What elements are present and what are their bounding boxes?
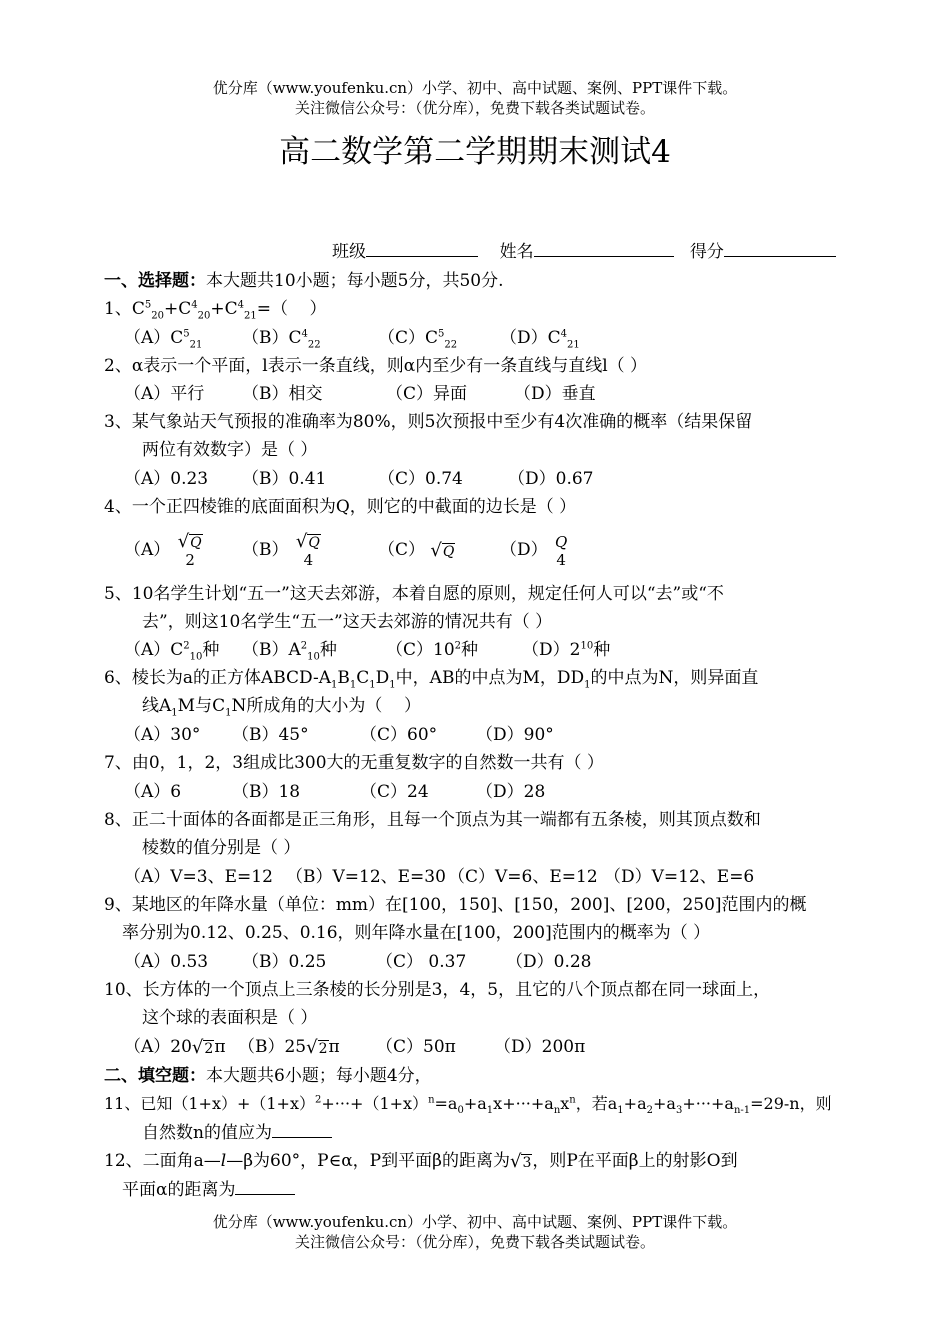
question-9-line-1: 9、某地区的年降水量（单位：mm）在[100，150]、[150，200]、[200，250]范围内的概 — [104, 895, 807, 915]
q10-option-d[interactable]: （D）200π — [494, 1037, 586, 1057]
score-field[interactable] — [724, 240, 836, 257]
question-7: 7、由0，1，2，3组成比300大的无重复数字的自然数一共有（ ） — [104, 753, 604, 773]
q2-option-b[interactable]: （B）相交 — [242, 384, 323, 404]
student-info — [332, 240, 836, 264]
question-11-line-1: 11、已知$(1+x)+(1+x)^2+\cdot\cdot\cdot+(1+x)^n=a_0+a_1x+\cdot\cdot\cdot+a_nx^n$，若$a_1+a_2+a_3+\cdot\cdot\cdot+a_{n-1}=29-n$，则 — [104, 1094, 832, 1117]
q2-option-a[interactable]: （A）平行 — [124, 384, 205, 404]
fraction-sqrtq-over-4: √ Q 4 — [295, 531, 320, 569]
header-line-1: 优分库（www.youfenku.cn）小学、初中、高中试题、案例、PPT课件下载。 — [212, 79, 738, 97]
q7-option-b[interactable]: （B）18 — [232, 782, 301, 802]
q3-option-d[interactable]: （D）0.67 — [508, 469, 594, 489]
q5-option-d[interactable]: $(D)2^{10}$种 — [522, 640, 611, 660]
header-line-2: 关注微信公众号：（优分库），免费下载各类试题试卷。 — [294, 99, 655, 117]
question-11-line-2: 自然数n的值应为 — [142, 1121, 332, 1145]
q9-option-c[interactable]: （C） 0.37 — [376, 952, 467, 972]
question-5-line-1: 5、10名学生计划“五一”这天去郊游，本着自愿的原则，规定任何人可以“去”或“不 — [104, 584, 724, 604]
fraction-sqrtq-over-2: √ Q 2 — [177, 531, 202, 569]
question-6-line-2: 线$A_1M$与$C_1N$所成角的大小为（ ） — [142, 696, 421, 719]
q9-option-b[interactable]: （B）0.25 — [242, 952, 327, 972]
class-label: 班级 — [332, 242, 366, 262]
q1-option-b[interactable]: $(B)C^4_{22}$ — [242, 328, 321, 351]
question-9-line-2: 率分别为0.12、0.25、0.16，则年降水量在[100，200]范围内的概率为（ ） — [122, 923, 711, 943]
q3-option-a[interactable]: （A）0.23 — [124, 469, 209, 489]
question-1: 1、$C^5_{20}+C^4_{20}+C^4_{21}=$（ ） — [104, 299, 327, 322]
question-10-line-1: 10、长方体的一个顶点上三条棱的长分别是3，4，5，且它的八个顶点都在同一球面上， — [104, 980, 771, 1000]
q5-option-c[interactable]: $(C)10^2$种 — [386, 640, 479, 660]
question-8-line-1: 8、正二十面体的各面都是正三角形，且每一个顶点为其一端都有五条棱，则其顶点数和 — [104, 810, 761, 830]
q3-option-c[interactable]: （C）0.74 — [378, 469, 463, 489]
q1-option-c[interactable]: $(C)C^5_{22}$ — [378, 328, 458, 351]
q12-answer-blank[interactable] — [235, 1178, 295, 1195]
question-5-line-2: 去”，则这10名学生“五一”这天去郊游的情况共有（ ） — [142, 612, 553, 632]
q9-option-d[interactable]: （D）0.28 — [506, 952, 592, 972]
question-2: 2、α表示一个平面，l表示一条直线，则α内至少有一条直线与直线l（ ） — [104, 356, 648, 376]
section-1-heading: 一、选择题：本大题共10小题；每小题5分，共50分. — [104, 271, 504, 291]
page-title: 高二数学第二学期期末测试4 — [279, 134, 671, 170]
class-field[interactable] — [366, 240, 478, 257]
q6-option-d[interactable]: （D）90° — [476, 725, 554, 745]
q10-option-b[interactable]: （B）25 √ 2 π — [238, 1036, 340, 1058]
q7-option-d[interactable]: （D）28 — [476, 782, 546, 802]
q2-option-d[interactable]: （D）垂直 — [514, 384, 596, 404]
q8-option-a[interactable]: （A）V=3、E=12 — [124, 867, 273, 887]
q11-answer-blank[interactable] — [272, 1121, 332, 1138]
score-label: 得分 — [689, 242, 724, 262]
footer-line-2: 关注微信公众号：（优分库），免费下载各类试题试卷。 — [294, 1233, 655, 1251]
question-12-line-1: 12、二面角a—l—β为60°，P∈α，P到平面β的距离为 √ 3 ，则P在平面β上的射影O到 — [104, 1150, 738, 1172]
q6-option-c[interactable]: （C）60° — [360, 725, 438, 745]
q4-option-d[interactable]: （D） Q 4 — [500, 532, 568, 569]
q2-option-c[interactable]: （C）异面 — [386, 384, 468, 404]
q3-option-b[interactable]: （B）0.41 — [242, 469, 327, 489]
q7-option-c[interactable]: （C）24 — [360, 782, 429, 802]
q7-option-a[interactable]: （A）6 — [124, 782, 182, 802]
q1-option-a[interactable]: $(A)C^5_{21}$ — [124, 328, 203, 351]
q10-option-a[interactable]: （A）20 √ 2 π — [124, 1036, 226, 1058]
name-label: 姓名 — [499, 242, 534, 262]
question-3-line-2: 两位有效数字）是（ ） — [142, 440, 318, 460]
question-4: 4、一个正四棱锥的底面面积为Q，则它的中截面的边长是（ ） — [104, 497, 577, 517]
question-6-line-1: 6、棱长为a的正方体ABCD-$A_1B_1C_1D_1$中，AB的中点为M，$DD_1$的中点为N，则异面直 — [104, 668, 759, 691]
fraction-q-over-4: Q 4 — [555, 532, 568, 569]
section-2-heading: 二、填空题：本大题共6小题；每小题4分， — [104, 1066, 432, 1086]
footer-line-1: 优分库（www.youfenku.cn）小学、初中、高中试题、案例、PPT课件下载。 — [212, 1213, 738, 1231]
question-3-line-1: 3、某气象站天气预报的准确率为80%，则5次预报中至少有4次准确的概率（结果保留 — [104, 412, 753, 432]
sqrt-q: √ Q — [430, 539, 455, 561]
question-10-line-2: 这个球的表面积是（ ） — [142, 1008, 318, 1028]
q5-option-a[interactable]: $(A)C^2_{10}$种 — [124, 640, 220, 663]
q4-option-a[interactable]: （A） √ Q 2 — [124, 526, 205, 574]
q6-option-b[interactable]: （B）45° — [232, 725, 309, 745]
question-12-line-2: 平面α的距离为 — [122, 1178, 295, 1202]
q10-option-c[interactable]: （C）50π — [376, 1037, 456, 1057]
q1-option-d[interactable]: $(D)C^4_{21}$ — [500, 328, 580, 351]
q4-option-b[interactable]: （B） √ Q 4 — [242, 526, 323, 574]
question-8-line-2: 棱数的值分别是（ ） — [142, 838, 301, 858]
q6-option-a[interactable]: （A）30° — [124, 725, 201, 745]
q5-option-b[interactable]: $(B)A^2_{10}$种 — [242, 640, 337, 663]
q4-option-c[interactable]: （C） √ Q — [378, 539, 455, 561]
q8-option-b[interactable]: （B）V=12、E=30 — [286, 867, 446, 887]
name-field[interactable] — [534, 240, 674, 257]
q9-option-a[interactable]: （A）0.53 — [124, 952, 209, 972]
q8-option-c[interactable]: （C）V=6、E=12 — [448, 867, 598, 887]
q8-option-d[interactable]: （D）V=12、E=6 — [604, 867, 755, 887]
